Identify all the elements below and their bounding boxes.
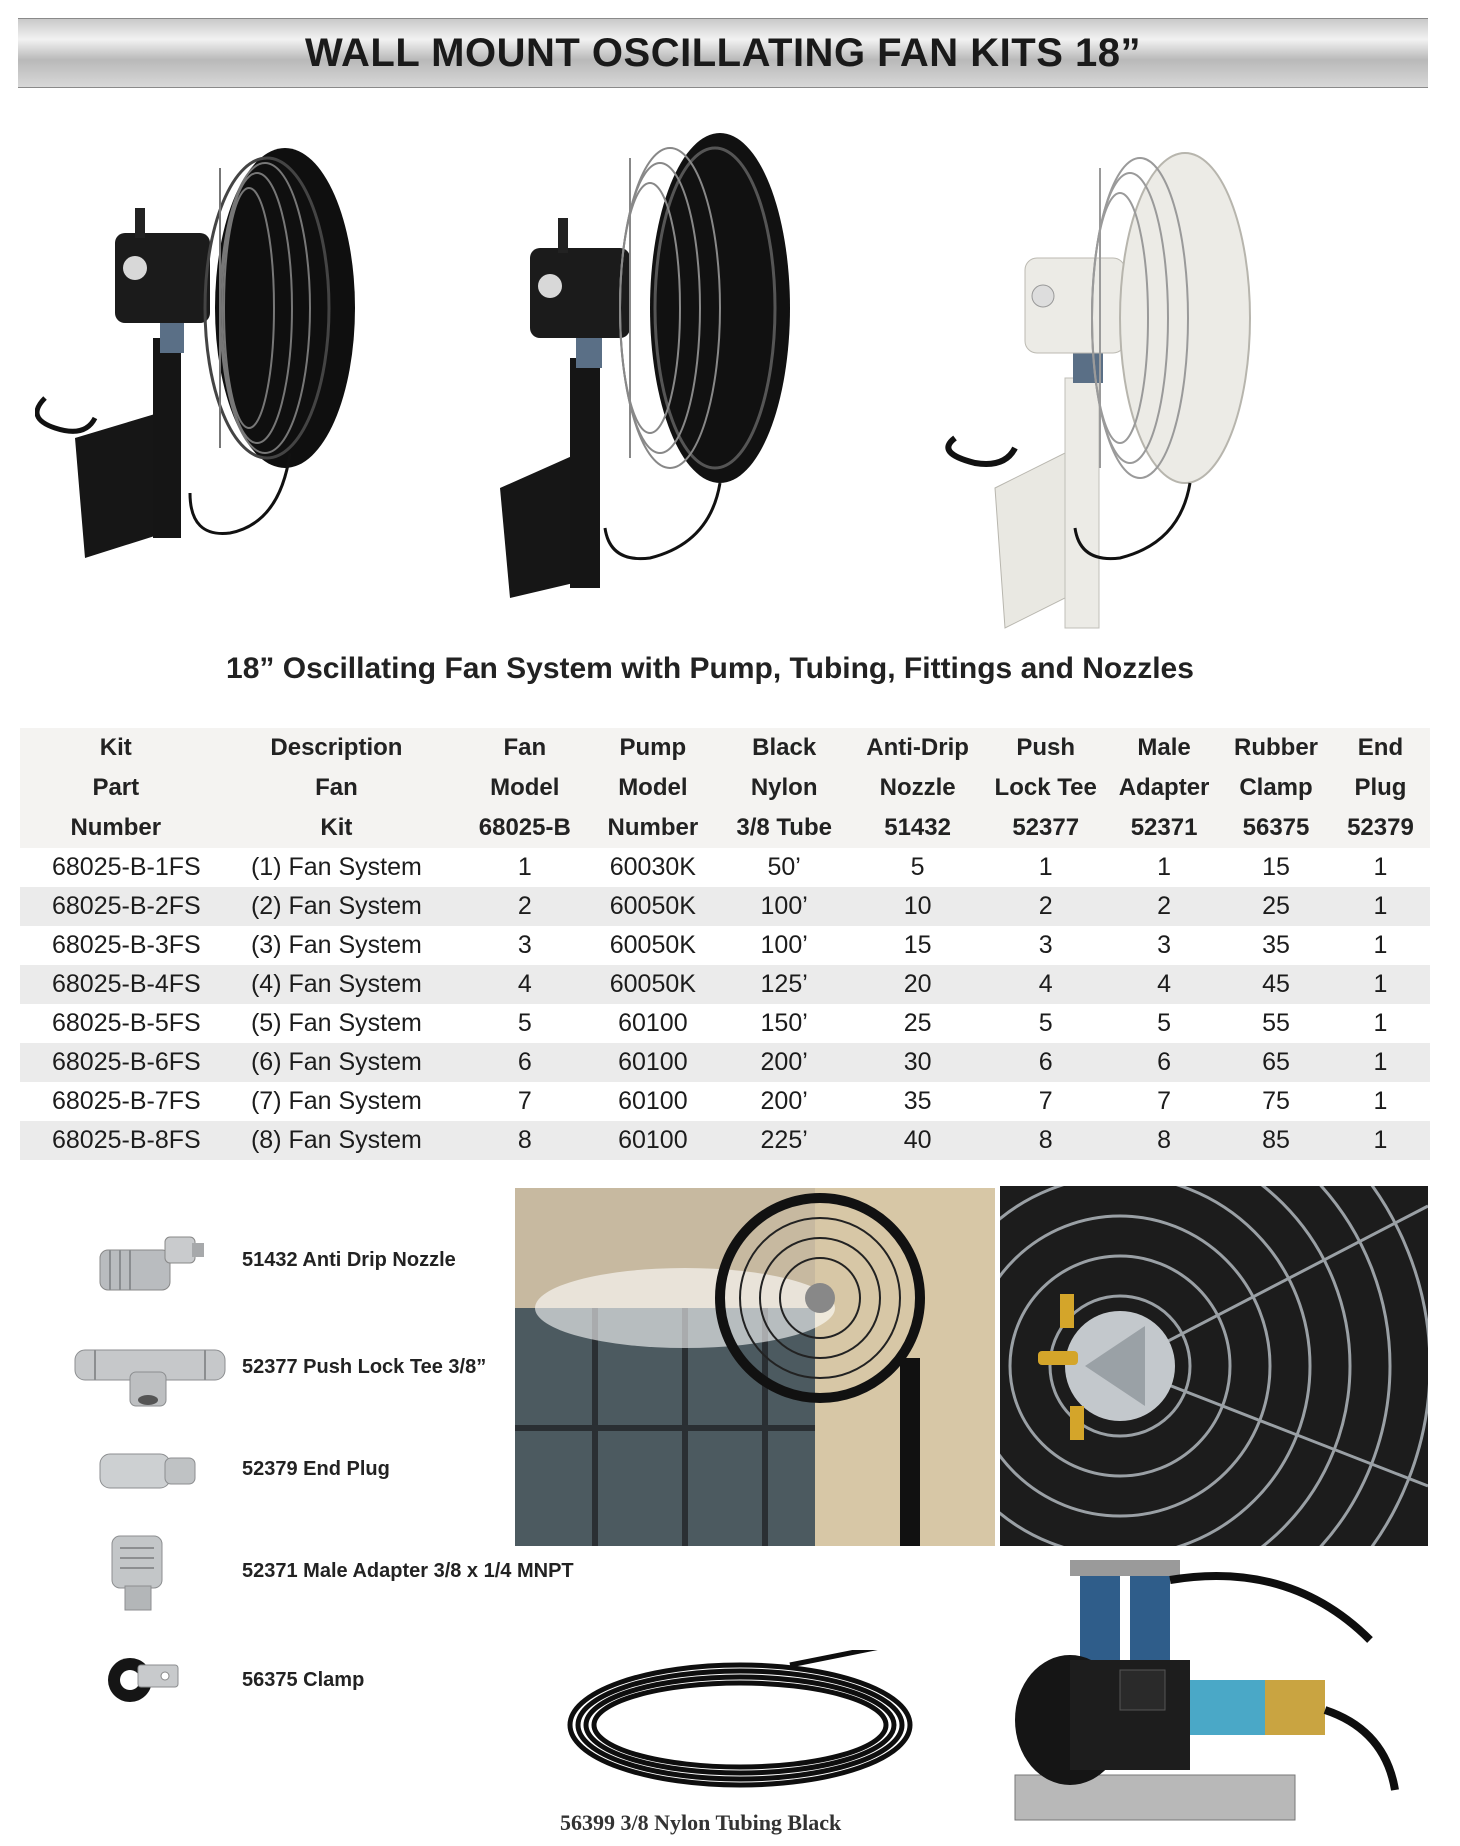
table-cell: 35 bbox=[903, 1087, 932, 1115]
header-cell: 51432 bbox=[884, 814, 951, 841]
nylon-tubing-coil bbox=[560, 1650, 920, 1800]
black-fan-photo-1 bbox=[35, 108, 365, 648]
table-cell: 68025-B-2FS bbox=[52, 892, 201, 920]
table-cell: 4 bbox=[1038, 970, 1053, 998]
table-cell: 200’ bbox=[760, 1048, 808, 1076]
table-row bbox=[20, 1121, 1430, 1160]
table-cell: 75 bbox=[1262, 1087, 1290, 1115]
table-cell: 3 bbox=[517, 931, 532, 959]
header-cell: Model bbox=[618, 774, 688, 801]
fan-nozzle-closeup-photo bbox=[1000, 1186, 1428, 1546]
header-cell: Male bbox=[1137, 734, 1191, 761]
table-row bbox=[20, 965, 1430, 1004]
header-cell: Adapter bbox=[1118, 774, 1210, 801]
table-cell: 35 bbox=[1262, 931, 1290, 959]
nozzle-icon bbox=[70, 1215, 230, 1305]
table-cell: 1 bbox=[1373, 1087, 1388, 1115]
table-cell: 60030K bbox=[609, 853, 696, 881]
table-row bbox=[20, 887, 1430, 926]
table-cell: 1 bbox=[1157, 853, 1172, 881]
table-cell: 225’ bbox=[760, 1126, 808, 1154]
header-cell: Part bbox=[92, 774, 140, 801]
header-cell: 3/8 Tube bbox=[736, 814, 832, 841]
male-adapter-icon bbox=[70, 1526, 230, 1616]
end-plug-icon bbox=[70, 1424, 230, 1514]
patio-mist-photo bbox=[515, 1188, 995, 1546]
tubing-label: 56399 3/8 Nylon Tubing Black bbox=[560, 1810, 842, 1835]
table-cell: 7 bbox=[1038, 1087, 1053, 1115]
table-cell: 5 bbox=[910, 853, 925, 881]
table-cell: 15 bbox=[903, 931, 932, 959]
header-cell: 68025-B bbox=[478, 814, 571, 841]
table-cell: 55 bbox=[1262, 1009, 1290, 1037]
part-item-clamp bbox=[70, 1635, 365, 1725]
table-cell: 60050K bbox=[609, 970, 696, 998]
black-fan-photo-2 bbox=[480, 108, 810, 648]
table-cell: (7) Fan System bbox=[250, 1087, 422, 1115]
header-row-3 bbox=[20, 808, 1430, 848]
table-cell: 2 bbox=[517, 892, 532, 920]
part-item-male-adapter bbox=[70, 1526, 574, 1616]
header-cell: Number bbox=[607, 814, 699, 841]
table-cell: 68025-B-6FS bbox=[52, 1048, 201, 1076]
table-cell: 60100 bbox=[618, 1009, 688, 1037]
table-cell: 15 bbox=[1262, 853, 1290, 881]
table-cell: 25 bbox=[903, 1009, 932, 1037]
header-cell: 52377 bbox=[1012, 814, 1080, 841]
header-cell: Rubber bbox=[1234, 734, 1318, 761]
table-cell: 1 bbox=[1373, 1048, 1388, 1076]
part-label: 52379 End Plug bbox=[242, 1457, 390, 1480]
part-item-tee bbox=[70, 1322, 487, 1412]
table-cell: 7 bbox=[517, 1087, 532, 1115]
table-cell: 150’ bbox=[760, 1009, 808, 1037]
header-cell: Fan bbox=[503, 734, 547, 761]
table-cell: 68025-B-3FS bbox=[52, 931, 201, 959]
table-cell: 8 bbox=[517, 1126, 532, 1154]
part-item-end-plug bbox=[70, 1424, 390, 1514]
table-cell: 3 bbox=[1157, 931, 1172, 959]
table-row bbox=[20, 1082, 1430, 1121]
header-cell: Description bbox=[270, 734, 403, 761]
table-cell: 100’ bbox=[760, 892, 808, 920]
table-cell: 65 bbox=[1262, 1048, 1290, 1076]
kit-spec-table bbox=[20, 728, 1430, 1160]
header-cell: Nylon bbox=[750, 774, 818, 801]
table-cell: (1) Fan System bbox=[250, 853, 422, 881]
table-cell: 8 bbox=[1038, 1126, 1053, 1154]
table-cell: 1 bbox=[1373, 892, 1388, 920]
table-cell: 25 bbox=[1262, 892, 1290, 920]
table-cell: 68025-B-5FS bbox=[52, 1009, 201, 1037]
header-cell: 52379 bbox=[1347, 814, 1414, 841]
table-cell: 45 bbox=[1262, 970, 1290, 998]
table-cell: 8 bbox=[1157, 1126, 1172, 1154]
header-cell: 56375 bbox=[1242, 814, 1310, 841]
table-cell: 6 bbox=[1157, 1048, 1172, 1076]
tee-fitting-icon bbox=[70, 1322, 230, 1412]
table-cell: 68025-B-1FS bbox=[52, 853, 201, 881]
part-label: 56375 Clamp bbox=[242, 1668, 365, 1691]
header-cell: Pump bbox=[619, 734, 687, 761]
header-cell: Push bbox=[1016, 734, 1076, 761]
header-cell: Kit bbox=[320, 814, 353, 841]
table-cell: 68025-B-7FS bbox=[52, 1087, 201, 1115]
page-title: WALL MOUNT OSCILLATING FAN KITS 18” bbox=[304, 30, 1141, 75]
header-cell: Clamp bbox=[1239, 774, 1313, 801]
table-cell: 200’ bbox=[760, 1087, 808, 1115]
table-cell: 1 bbox=[1373, 970, 1388, 998]
part-label: 52371 Male Adapter 3/8 x 1/4 MNPT bbox=[242, 1559, 574, 1582]
table-cell: 5 bbox=[1157, 1009, 1172, 1037]
table-row bbox=[20, 1004, 1430, 1043]
table-cell: 6 bbox=[1038, 1048, 1053, 1076]
table-cell: 4 bbox=[1157, 970, 1172, 998]
header-cell: 52371 bbox=[1130, 814, 1198, 841]
table-cell: 40 bbox=[903, 1126, 932, 1154]
table-cell: 60100 bbox=[618, 1126, 688, 1154]
table-cell: 1 bbox=[1373, 1009, 1388, 1037]
header-cell: Model bbox=[490, 774, 560, 801]
table-cell: 7 bbox=[1157, 1087, 1172, 1115]
table-cell: 1 bbox=[1373, 853, 1388, 881]
kit-subtitle: 18” Oscillating Fan System with Pump, Tubing, Fittings and Nozzles bbox=[226, 652, 1194, 685]
table-cell: 1 bbox=[1038, 853, 1053, 881]
table-cell: 68025-B-4FS bbox=[52, 970, 201, 998]
table-row bbox=[20, 1043, 1430, 1082]
table-cell: 60050K bbox=[609, 931, 696, 959]
table-row bbox=[20, 926, 1430, 965]
table-cell: 1 bbox=[1373, 1126, 1388, 1154]
header-cell: Plug bbox=[1354, 774, 1407, 801]
table-cell: 2 bbox=[1157, 892, 1172, 920]
table-cell: 68025-B-8FS bbox=[52, 1126, 201, 1154]
header-cell: Anti-Drip bbox=[866, 734, 969, 761]
title-banner bbox=[18, 18, 1428, 88]
table-cell: 20 bbox=[903, 970, 932, 998]
misting-pump-photo bbox=[1010, 1560, 1430, 1830]
header-cell: Nozzle bbox=[879, 774, 956, 801]
table-cell: 60100 bbox=[618, 1048, 688, 1076]
table-cell: 30 bbox=[903, 1048, 932, 1076]
table-cell: 6 bbox=[517, 1048, 532, 1076]
table-cell: (2) Fan System bbox=[250, 892, 422, 920]
header-cell: Number bbox=[70, 814, 162, 841]
table-cell: 1 bbox=[1373, 931, 1388, 959]
header-row-2 bbox=[20, 768, 1430, 808]
table-cell: 2 bbox=[1038, 892, 1053, 920]
table-cell: 3 bbox=[1038, 931, 1053, 959]
table-cell: 10 bbox=[903, 892, 932, 920]
table-cell: 100’ bbox=[760, 931, 808, 959]
part-item-nozzle bbox=[70, 1215, 456, 1305]
table-cell: 60100 bbox=[618, 1087, 688, 1115]
table-cell: 50’ bbox=[767, 853, 801, 881]
header-cell: Kit bbox=[99, 734, 132, 761]
table-cell: (8) Fan System bbox=[250, 1126, 422, 1154]
table-cell: 1 bbox=[517, 853, 532, 881]
table-cell: 5 bbox=[517, 1009, 532, 1037]
table-cell: (6) Fan System bbox=[250, 1048, 422, 1076]
clamp-icon bbox=[70, 1635, 230, 1725]
table-cell: 125’ bbox=[760, 970, 808, 998]
header-cell: Black bbox=[752, 734, 817, 761]
header-cell: End bbox=[1357, 734, 1404, 761]
white-fan-photo bbox=[935, 108, 1265, 648]
header-cell: Fan bbox=[315, 774, 358, 801]
part-label: 51432 Anti Drip Nozzle bbox=[242, 1248, 456, 1271]
table-cell: 5 bbox=[1038, 1009, 1053, 1037]
table-cell: (5) Fan System bbox=[250, 1009, 422, 1037]
header-row-1 bbox=[20, 728, 1430, 768]
table-cell: (4) Fan System bbox=[250, 970, 422, 998]
table-cell: 85 bbox=[1262, 1126, 1290, 1154]
table-cell: (3) Fan System bbox=[250, 931, 422, 959]
table-row bbox=[20, 848, 1430, 887]
table-cell: 60050K bbox=[609, 892, 696, 920]
header-cell: Lock Tee bbox=[994, 774, 1097, 801]
part-label: 52377 Push Lock Tee 3/8” bbox=[242, 1355, 487, 1378]
table-cell: 4 bbox=[517, 970, 532, 998]
